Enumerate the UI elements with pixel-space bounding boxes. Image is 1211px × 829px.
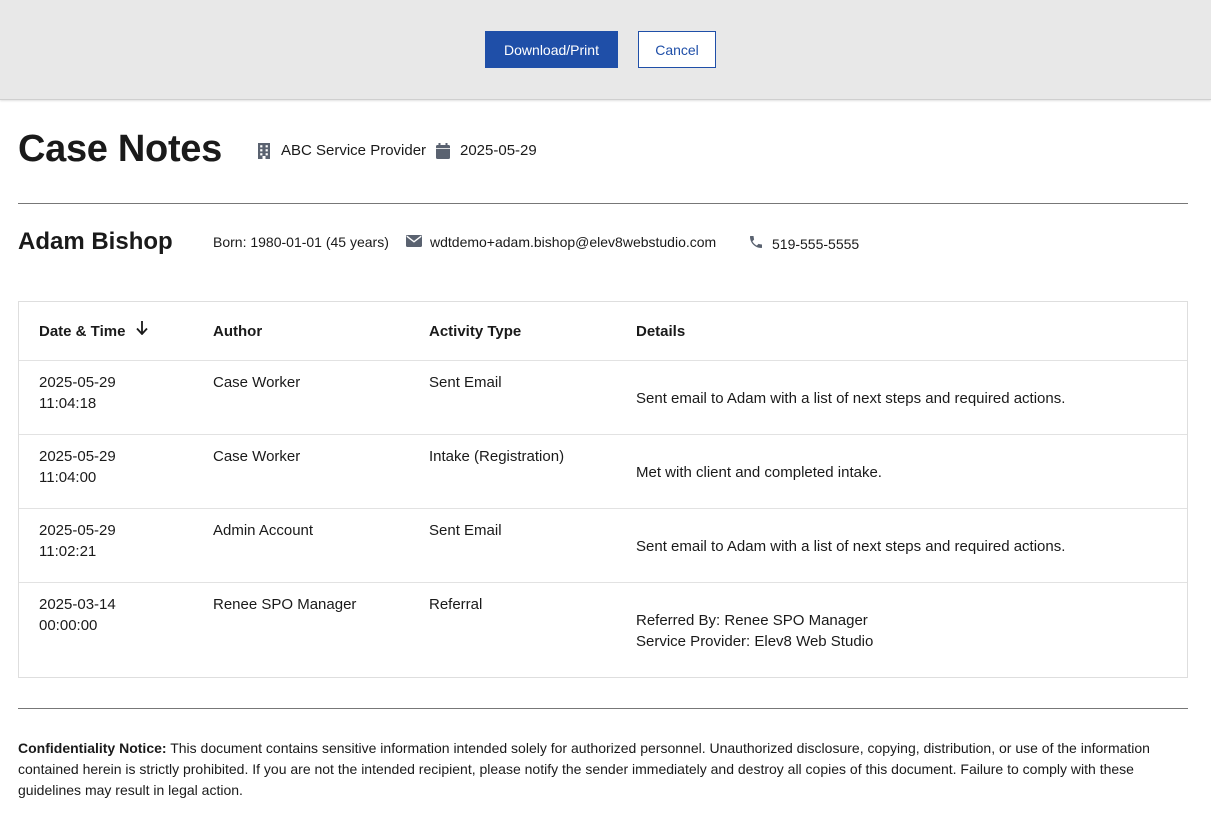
- column-header-author: Author: [213, 323, 263, 340]
- table-row: [19, 361, 1187, 435]
- row-details-line: Sent email to Adam with a list of next steps and required actions.: [636, 538, 1066, 555]
- row-time: 00:00:00: [39, 617, 98, 634]
- organization-name: ABC Service Provider: [281, 142, 427, 159]
- page-title: Case Notes: [18, 128, 222, 170]
- birth-date: Born: 1980-01-01 (45 years): [213, 234, 389, 250]
- table-row: [19, 509, 1187, 583]
- column-header-datetime[interactable]: [39, 321, 199, 342]
- row-author: Case Worker: [213, 448, 301, 465]
- row-activity: Sent Email: [429, 374, 502, 391]
- report-date: 2025-05-29: [460, 142, 537, 159]
- row-details-line: Service Provider: Elev8 Web Studio: [636, 633, 874, 650]
- row-details: [636, 610, 1176, 652]
- calendar-icon: [436, 143, 450, 159]
- notice-label: Confidentiality Notice:: [18, 740, 167, 756]
- datetime-header-label: Date & Time: [39, 323, 126, 340]
- row-activity: Intake (Registration): [429, 448, 565, 465]
- row-date: 2025-05-29: [39, 374, 116, 391]
- phone-icon: [748, 234, 764, 253]
- column-header-details: Details: [636, 323, 686, 340]
- row-author: Renee SPO Manager: [213, 596, 357, 613]
- download-print-button[interactable]: Download/Print: [485, 31, 618, 68]
- row-time: 11:04:00: [39, 469, 97, 486]
- date-meta: [436, 142, 537, 159]
- row-author: Admin Account: [213, 522, 314, 539]
- building-icon: [257, 143, 271, 159]
- footer-divider: [18, 708, 1188, 709]
- table-header-row: [19, 302, 1187, 361]
- client-email-meta: [406, 234, 716, 250]
- row-datetime: [39, 372, 199, 414]
- client-name: Adam Bishop: [18, 228, 173, 255]
- case-notes-table: [18, 301, 1188, 678]
- row-date: 2025-05-29: [39, 522, 116, 539]
- client-phone-meta: [748, 234, 859, 253]
- notice-text: This document contains sensitive information intended solely for authorized personnel. Unauthorized disclosure, copying, distribution, or use of the information contained herein is strictly prohibited. If you are not the intended recipient, please notify the sender immediately and destroy all copies of this document. Failure to comply with these guidelines may result in legal action.: [18, 740, 1150, 798]
- row-time: 11:02:21: [39, 543, 97, 560]
- arrow-down-icon[interactable]: [136, 320, 148, 341]
- header-divider: [18, 203, 1188, 204]
- column-header-activity: Activity Type: [429, 323, 522, 340]
- row-date: 2025-03-14: [39, 596, 116, 613]
- row-details-line: Met with client and completed intake.: [636, 464, 882, 481]
- row-details-line: Referred By: Renee SPO Manager: [636, 612, 868, 629]
- row-time: 11:04:18: [39, 395, 97, 412]
- organization-meta: [257, 142, 426, 159]
- row-details: [636, 462, 1176, 483]
- client-phone: 519-555-5555: [772, 235, 860, 252]
- confidentiality-notice: [18, 738, 1188, 801]
- row-author: Case Worker: [213, 374, 301, 391]
- row-activity: Referral: [429, 596, 483, 613]
- row-details-line: Sent email to Adam with a list of next steps and required actions.: [636, 390, 1066, 407]
- client-email: wdtdemo+adam.bishop@elev8webstudio.com: [430, 234, 717, 250]
- row-details: [636, 388, 1176, 409]
- action-toolbar: [0, 0, 1211, 100]
- row-datetime: [39, 520, 199, 562]
- row-datetime: [39, 446, 199, 488]
- cancel-button[interactable]: Cancel: [638, 31, 716, 68]
- row-activity: Sent Email: [429, 522, 502, 539]
- row-datetime: [39, 594, 199, 636]
- client-birth: [213, 234, 389, 250]
- table-row: [19, 435, 1187, 509]
- envelope-icon: [406, 234, 422, 250]
- table-row: [19, 583, 1187, 677]
- row-details: [636, 536, 1176, 557]
- row-date: 2025-05-29: [39, 448, 116, 465]
